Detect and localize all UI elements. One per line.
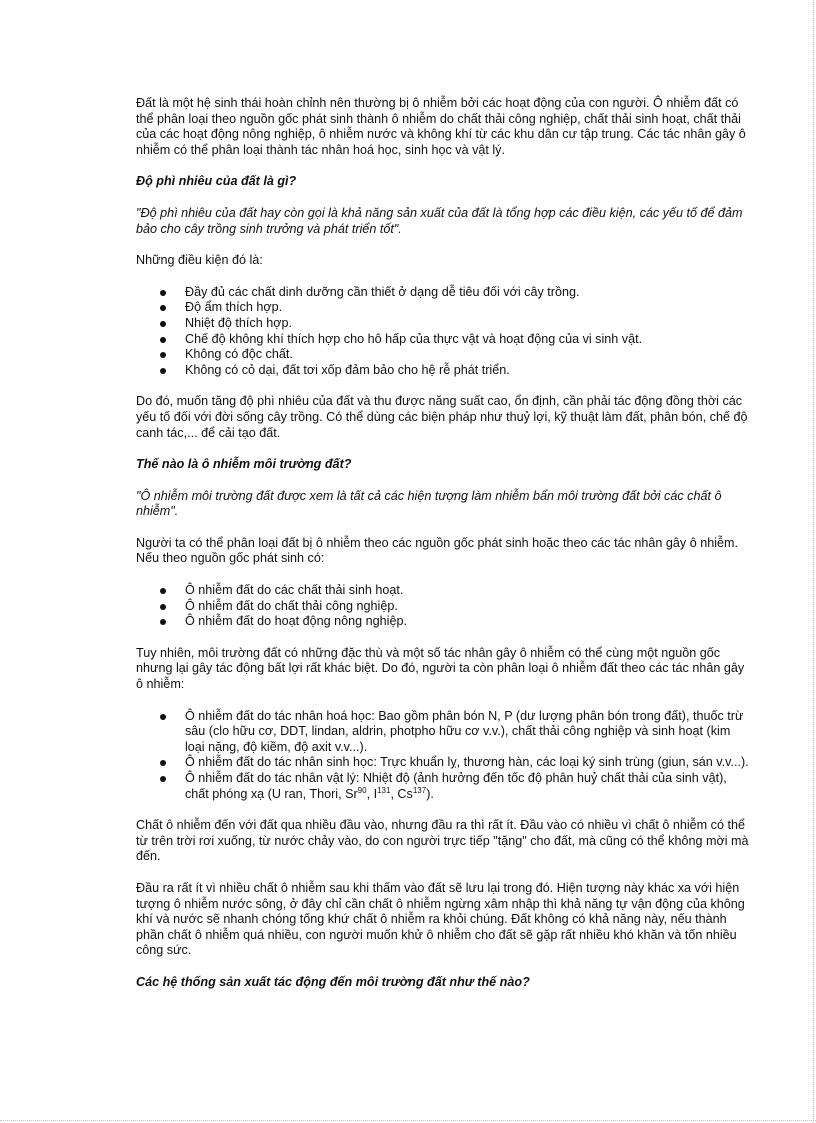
list-item: Nhiệt độ thích hợp. bbox=[136, 316, 752, 332]
outputs-paragraph: Đầu ra rất ít vì nhiều chất ô nhiễm sau khi thấm vào đất sẽ lưu lại trong đó. Hiện tượng này khác xa với hiện tượng ô nhiễm nước sông, ở đây chỉ cần chất ô nhiễm ngừng xâm nhập thì khả năng tự vận động của không khí và nước sẽ nhanh chóng tống khứ chất ô nhiễm ra khỏi chúng. Đất không có khả năng này, nếu thành phần chất ô nhiễm quá nhiều, con người muốn khử ô nhiễm cho đất sẽ gặp rất nhiều khó khăn và tốn nhiều công sức. bbox=[136, 880, 745, 958]
conditions-list bbox=[136, 285, 752, 379]
list-item: Đầy đủ các chất dinh dưỡng cần thiết ở dạng dễ tiêu đối với cây trồng. bbox=[136, 285, 752, 301]
list-item: Ô nhiễm đất do tác nhân hoá học: Bao gồm phân bón N, P (dư lượng phân bón trong đất), thuốc trừ sâu (clo hữu cơ, DDT, lindan, aldrin, photpho hữu cơ v.v.), chất thải công nghiệp và sinh hoạt (kim loại nặng, độ kiềm, độ axit v.v...). bbox=[136, 709, 752, 756]
physical-agent-suffix: ). bbox=[426, 786, 434, 801]
page-bottom-border bbox=[0, 1120, 816, 1121]
sources-list bbox=[136, 583, 752, 630]
list-item: Ô nhiễm đất do chất thải công nghiệp. bbox=[136, 599, 752, 615]
quote-soil-fertility: "Độ phì nhiêu của đất hay còn gọi là khả năng sản xuất của đất là tổng hợp các điều kiện, các yếu tố để đảm bảo cho cây trồng sinh trưởng và phát triển tốt". bbox=[136, 205, 743, 236]
list-item: Ô nhiễm đất do các chất thải sinh hoạt. bbox=[136, 583, 752, 599]
agents-intro-paragraph: Tuy nhiên, môi trường đất có những đặc thù và một số tác nhân gây ô nhiễm có thể cùng một nguồn gốc nhưng lại gây tác động bất lợi rất khác biệt. Do đó, người ta còn phân loại ô nhiễm đất theo các tác nhân gây ô nhiễm: bbox=[136, 645, 745, 692]
agents-list bbox=[136, 709, 752, 803]
intro-paragraph: Đất là một hệ sinh thái hoàn chỉnh nên thường bị ô nhiễm bởi các hoạt động của con người. Ô nhiễm đất có thể phân loại theo nguồn gốc phát sinh thành ô nhiễm do chất thải công nghiệp, chất thải sinh hoạt, chất thải của các hoạt động nông nghiệp, ô nhiễm nước và không khí từ các khu dân cư tập trung. Các tác nhân gây ô nhiễm có thể phân loại thành tác nhân hoá học, sinh học và vật lý. bbox=[136, 96, 746, 157]
conditions-intro: Những điều kiện đó là: bbox=[136, 253, 263, 268]
list-item: Chế độ không khí thích hợp cho hô hấp của thực vật và hoạt động của vi sinh vật. bbox=[136, 332, 752, 348]
sr-isotope-number: 90 bbox=[357, 785, 367, 795]
i-isotope-number: 131 bbox=[377, 785, 391, 795]
list-item: Độ ẩm thích hợp. bbox=[136, 300, 752, 316]
cesium-symbol: , Cs bbox=[390, 786, 413, 801]
heading-production-systems: Các hệ thống sản xuất tác động đến môi trường đất như thế nào? bbox=[136, 974, 530, 989]
iodine-symbol: , I bbox=[366, 786, 378, 801]
page-right-border bbox=[813, 0, 814, 1123]
heading-soil-fertility: Độ phì nhiêu của đất là gì? bbox=[136, 174, 297, 189]
document-body bbox=[136, 96, 752, 1007]
fertility-measures-paragraph: Do đó, muốn tăng độ phì nhiêu của đất và thu được năng suất cao, ổn định, cần phải tác động đồng thời các yếu tố đối với đời sống cây trồng. Có thể dùng các biện pháp như thuỷ lợi, kỹ thuật làm đất, phân bón, chế độ canh tác,... để cải tạo đất. bbox=[136, 394, 748, 440]
list-item: Ô nhiễm đất do tác nhân sinh học: Trực khuẩn lỵ, thương hàn, các loại ký sinh trùng (giun, sán v.v...). bbox=[136, 755, 752, 771]
list-item: Không có cỏ dại, đất tơi xốp đảm bảo cho hệ rễ phát triển. bbox=[136, 363, 752, 379]
inputs-paragraph: Chất ô nhiễm đến với đất qua nhiều đầu vào, nhưng đầu ra thì rất ít. Đầu vào có nhiều vì chất ô nhiễm có thể từ trên trời rơi xuống, từ nước chảy vào, do con người trực tiếp "tặng" cho đất, mà cũng có thể không mời mà đến. bbox=[136, 818, 749, 864]
physical-agent-text: Ô nhiễm đất do tác nhân vật lý: Nhiệt độ (ảnh hưởng đến tốc độ phân huỷ chất thải của sinh vật), chất phóng xạ (U ran, Thori, Sr bbox=[185, 771, 727, 801]
cs-isotope-number: 137 bbox=[412, 785, 427, 795]
classification-paragraph: Người ta có thể phân loại đất bị ô nhiễm theo các nguồn gốc phát sinh hoặc theo các tác nhân gây ô nhiễm. Nếu theo nguồn gốc phát sinh có: bbox=[136, 535, 738, 566]
list-item: Ô nhiễm đất do hoạt động nông nghiệp. bbox=[136, 614, 752, 630]
quote-soil-pollution: "Ô nhiễm môi trường đất được xem là tất cả các hiện tượng làm nhiễm bẩn môi trường đất bởi các chất ô nhiễm". bbox=[136, 488, 722, 519]
heading-soil-pollution: Thế nào là ô nhiễm môi trường đất? bbox=[136, 457, 352, 472]
list-item: Không có độc chất. bbox=[136, 347, 752, 363]
list-item bbox=[136, 771, 752, 802]
